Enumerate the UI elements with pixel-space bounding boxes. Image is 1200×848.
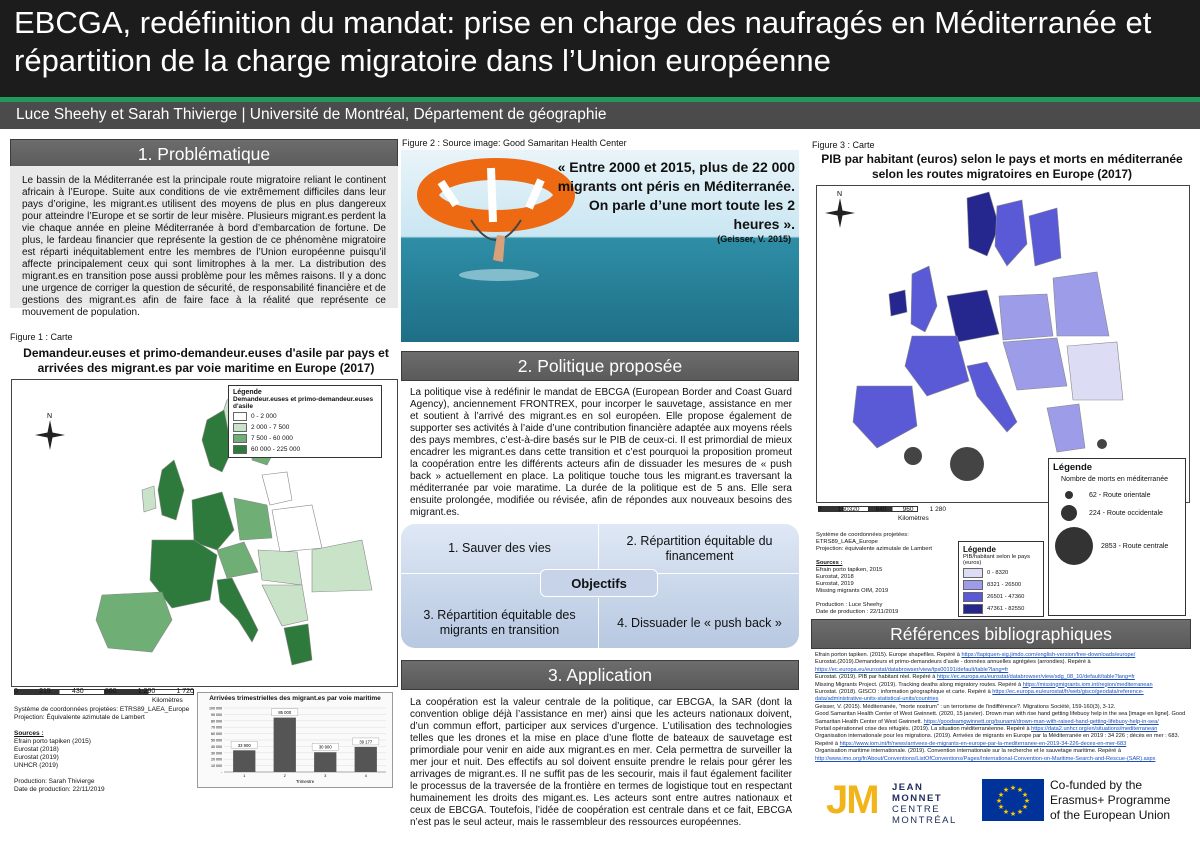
source-item: Eurostat (2019) — [14, 754, 59, 761]
reference-item — [815, 726, 1189, 733]
erasmus-text — [1050, 778, 1195, 823]
legend-row — [233, 445, 377, 454]
references-heading: Références bibliographiques — [811, 619, 1191, 649]
legend-label: 8321 - 26500 — [987, 582, 1022, 588]
svg-text:★: ★ — [1009, 784, 1017, 792]
lifebuoy-image — [401, 150, 799, 342]
scale-labels — [818, 506, 946, 513]
legend-swatch — [233, 423, 247, 432]
problematique-box — [10, 166, 398, 318]
scale-label: 215 — [39, 688, 51, 695]
svg-text:★: ★ — [997, 803, 1005, 811]
production-credit: Production: Sarah Thivierge — [14, 778, 95, 785]
deaths-legend — [1048, 458, 1186, 616]
jm-line: CENTRE — [892, 804, 941, 815]
scale-label: 860 — [104, 688, 117, 695]
jm-line: JEAN — [892, 782, 924, 793]
projection-system: Système de coordonnées projetées: ETRS89_LAEA_Europe — [816, 532, 909, 546]
scale-unit: Kilomètres — [152, 697, 183, 704]
svg-text:★: ★ — [1021, 803, 1029, 811]
y-tick-label: 50 000 — [211, 738, 222, 743]
source-item: Efrain porto tapiken (2015) — [14, 738, 91, 745]
svg-text:★: ★ — [1016, 786, 1024, 794]
legend-row — [1053, 527, 1181, 565]
jm-text — [892, 782, 957, 826]
bar — [314, 752, 336, 772]
jm-line: MONNET — [892, 793, 943, 804]
bar — [233, 750, 255, 772]
legend-row — [963, 580, 1039, 590]
compass-rose-icon — [820, 188, 860, 238]
legend-row — [1053, 505, 1181, 521]
legend-label: 2 000 - 7 500 — [251, 424, 290, 431]
y-tick-label: 40 000 — [211, 744, 222, 749]
pib-legend — [958, 541, 1044, 617]
reference-link[interactable]: https://ec.europa.eu/eurostat/databrowser/view/sdg_08_10/default/table?lang=fr — [936, 674, 1135, 681]
x-tick-label: 4 — [364, 773, 367, 778]
jean-monnet-logo — [826, 776, 976, 836]
scale-label: 0 — [14, 688, 18, 695]
svg-text:N: N — [837, 191, 843, 198]
figure-1-title: Demandeur.euses et primo-demandeur.euses d'asile par pays et arrivées des migrant.es par voie maritime en Europe (2017) — [23, 346, 389, 375]
reference-link[interactable]: https://www.iom.int/fr/news/arrivees-de-migrants-en-europe-par-la-mediterranee-en-2019-34-226-deces-en-mer-683 — [839, 740, 1127, 747]
section-1-heading: 1. Problématique — [10, 139, 398, 169]
erasmus-line: of the European Union — [1050, 808, 1171, 822]
figure-3-map — [816, 185, 1190, 503]
production-date: Date de production: 22/11/2019 — [14, 786, 105, 793]
svg-text:★: ★ — [997, 791, 1005, 799]
legend-row — [233, 423, 377, 432]
data-label: 85 000 — [278, 710, 292, 716]
poster-title: EBCGA, redéfinition du mandat: prise en charge des naufragés en Méditerranée et répartition de la charge migratoire dans l’Union européenne — [14, 5, 1152, 78]
source-item: Missing migrants OIM, 2019 — [816, 588, 889, 595]
source-item: Eurostat, 2018 — [816, 574, 854, 581]
figure-3-title: PIB par habitant (euros) selon le pays et morts en méditerranée selon les routes migratoires en Europe (2017) — [821, 152, 1183, 181]
svg-text:★: ★ — [1021, 791, 1029, 799]
svg-text:N: N — [47, 413, 53, 420]
y-tick-label: 10 000 — [211, 764, 222, 769]
politique-text: La politique vise à redéfinir le mandat de EBCGA (European Border and Coast Guard Agency), anciennement FRONTREX, pour incorper le sauvetage, assistance en mer et soutient à l’arrivé des migrant.es en sol européen. Elle propose également de supporter ses activités à l’aide d’une contribution financière adaptée aux moyens réels des pays membres, c’est-à-dire basés sur le PIB de ceux-ci. Il est primordial de mieux encadrer les migrant.es dans cette transition et c’est pourquoi la proposition promeut la coopération entre les différents acteurs afin de dissuader les mesures de « push back » actuellement en place. La politique touche tous les migrant.es traversant la méditerranée par voie maratime. La durée de la politique est de 5 ans. Elle sera ensuite prolongée, modifiée ou révisée, afin de répondes aux nouveaux besoins des migrant.es. — [410, 387, 792, 518]
legend-subtitle: Demandeur.euses et primo-demandeur.euses d'asile — [233, 396, 374, 410]
figure-3-caption: Figure 3 : Carte — [812, 140, 875, 150]
objective-1: 1. Sauver des vies — [401, 524, 599, 574]
reference-item — [815, 704, 1189, 711]
svg-text:★: ★ — [995, 797, 1003, 805]
legend-label: 2853 - Route centrale — [1101, 542, 1169, 550]
legend-label: 60 000 - 225 000 — [251, 446, 301, 453]
sources-label: Sources : — [816, 559, 843, 566]
objective-2: 2. Répartition équitable du financement — [600, 524, 799, 574]
sources-label: Sources : — [14, 730, 44, 737]
legend-row — [963, 568, 1039, 578]
reference-text: Eurostat. (2019). PIB par habitant réel. Repéré à — [815, 674, 937, 681]
x-tick-label: 2 — [283, 773, 286, 778]
legend-swatch — [963, 592, 983, 602]
data-label: 39 177 — [359, 739, 373, 745]
reference-text: Organisation internationale pour les migrations. (2019). Arrivées de migrants en Europe par la Méditerranée en 2019 : 34 226 ; décès en mer : 683. Repéré à — [815, 733, 1180, 747]
reference-text: Eurostat. (2018). GISCO : information géographique et carte. Repéré à — [815, 689, 993, 696]
scale-label: 1 290 — [137, 688, 156, 695]
legend-title: Légende — [963, 545, 996, 554]
reference-link[interactable]: https://ec.europa.eu/eurostat/fr/web/gisco/geodata/reference-data/administrative-units-statistical-units/countries — [815, 689, 1144, 703]
x-tick-label: 1 — [243, 773, 246, 778]
erasmus-line: Erasmus+ Programme — [1050, 793, 1171, 807]
figure-1-caption: Figure 1 : Carte — [10, 332, 73, 342]
objective-3: 3. Répartition équitable des migrants en transition — [401, 598, 599, 648]
reference-item — [815, 682, 1189, 689]
figure-3-metadata — [816, 532, 956, 616]
figure-1-legend — [228, 385, 382, 458]
compass-rose-icon — [30, 410, 70, 460]
reference-link[interactable]: https://ec.europa.eu/eurostat/databrowser/view/tps00191/default/table?lang=fr — [815, 666, 1009, 673]
reference-item — [815, 652, 1189, 659]
reference-item — [815, 733, 1189, 748]
reference-text: Portail opérationnel crise des réfugiés. (2019). La situation méditerranéenne. Repéré à — [815, 726, 1032, 733]
circle-symbol-large — [1055, 527, 1093, 565]
source-item: UNHCR (2019) — [14, 762, 59, 769]
reference-text: Eurostat.(2019).Demandeurs et primo-demandeurs d'asile - données annuelles agrégées (arrondies). Repéré à — [815, 659, 1091, 666]
production-date: Date de production : 22/11/2019 — [816, 608, 899, 615]
problematique-text: Le bassin de la Méditerranée est la principale route migratoire reliant le continent africain à l’Europe. Suite aux conditions de vie extrêmement difficiles dans leur pays d’origine, les migrant.es utilisent des moyens de plus en plus dangereux pour atteindre l’Europe et se sortir de leur misère. Plusieurs migrant.es perdent la vie chaque année en pleine Méditerranée à bord d’embarcation de fortune. De plus, le fardeau financier que représente la gestion de ce phénomène migratoire est réparti inéquitablement entre les membres de l’Union européenne puisqu’il affecte principalement ceux qui sont limitrophes à la mer. La distribution des migrant.es en transition pose aussi problème pour les mêmes raisons. Il y a donc une urgence de corriger la question de sécurité, de responsabilité financière et de gestions des migrant.es afin de faire face à la réalité que représente ce mouvement de population. — [22, 175, 386, 318]
source-item: Eurostat, 2019 — [816, 581, 854, 588]
scale-label: 160320 — [837, 506, 860, 513]
projection-name: Projection: équivalente azimutale de Lambert — [816, 546, 933, 553]
legend-row — [233, 412, 377, 421]
legend-swatch — [963, 580, 983, 590]
legend-label: 47361 - 82550 — [987, 606, 1025, 612]
reference-text: Missing Migrants Project. (2019). Tracking deaths along migratory routes. Repéré à — [815, 681, 1023, 688]
x-tick-label: 3 — [324, 773, 327, 778]
author-line: Luce Sheehy et Sarah Thivierge | Université de Montréal, Département de géographie — [16, 106, 607, 123]
legend-label: 7 500 - 60 000 — [251, 435, 293, 442]
erasmus-line: Co-funded by the — [1050, 778, 1143, 792]
legend-swatch — [233, 412, 247, 421]
scale-label: 0 — [818, 506, 822, 513]
application-text: La coopération est la valeur centrale de la politique, car EBCGA, la SAR (dont la convention oblige déjà l’assistance en mer) ainsi que les acteurs nationaux doivent, d’un commun effort, participer aux services d’urgence. L’utilisation des technologies telles que les drones et la mise en place d’une flotte de bateaux de sauvetage est primordiale pour venir en aide aux migrant.es en mer. Cela permettra de surveiller la mer jour et nuit. Des effectifs au sol doivent ensuite prendre le relais pour gérer les arrivages de migrant.es. Il ne suffit pas de les secourir, mais il faut également faciliter le processus de la traversée de la frontière en termes de logistique tout en respectant humainement les droits des migant.es. Les acteurs sont entre autres nationaux et ceux de EBCGA. Toutefois, l’idée de coopération est centrale dans et ce fait, EBCGA n’est pas le seul acteur, mais le rassembleur des ressources européennes. — [410, 697, 792, 828]
projection-system: Système de coordonnées projetées: ETRS89_LAEA_Europe — [14, 706, 190, 713]
legend-row — [233, 434, 377, 443]
y-tick-label: 80 000 — [211, 719, 222, 724]
quarterly-chart-frame — [197, 692, 393, 788]
y-tick-label: 100 000 — [209, 706, 222, 711]
reference-link[interactable]: https://tapiquen-sig.jimdo.com/english-version/free-downloads/europe/ — [961, 652, 1136, 658]
reference-item — [815, 689, 1189, 704]
objective-4: 4. Dissuader le « push back » — [617, 615, 782, 630]
reference-link[interactable]: https://goodsamgwinnett.org/tsunami/drown-man-with-raised-hand-getting-lifebuoy-help-in-sea/ — [923, 718, 1159, 725]
legend-row — [963, 592, 1039, 602]
reference-item — [815, 711, 1189, 726]
chart-title: Arrivées trimestrielles des migrant.es par voie maritime — [209, 695, 381, 702]
reference-text: Geisser, V. (2015). Méditerranée, "morte nostrum" : un terrorisme de l'indifférence?. Migrations Société, 159-160(3), 3-12. — [815, 703, 1116, 710]
reference-text: Efrain porton tapiken. (2015). Europe shapefiles. Repéré à — [815, 652, 962, 658]
jm-monogram: JM — [826, 778, 878, 822]
references-list — [815, 652, 1189, 763]
reference-text: Organisation maritime internationale. (2019). Convention internationale sur la recherche et le sauvetage maritime. Repéré à — [815, 748, 1121, 755]
reference-link[interactable]: https://missingmigrants.iom.int/region/mediterranean — [1022, 681, 1153, 688]
legend-swatch — [963, 568, 983, 578]
reference-text: Good Samaritan Health Center of West Gwinnett. (2020, 15 janvier). Drown man with rise hand getting lifebuoy help in the sea [image en ligne]. Good Samaritan Health Center of West Gwinnett. — [815, 711, 1186, 725]
pib-legend-subtitle: PIB/habitant selon le pays (euros) — [963, 554, 1031, 566]
legend-label: 26501 - 47360 — [987, 594, 1025, 600]
legend-row — [963, 604, 1039, 614]
figure-1-metadata — [14, 706, 194, 794]
figure-2-caption: Figure 2 : Source image: Good Samaritan Health Center — [402, 138, 627, 148]
scale-label: 1 720 — [176, 688, 194, 695]
legend-swatch — [233, 445, 247, 454]
legend-row — [1053, 491, 1181, 499]
legend-title: Légende — [233, 389, 262, 396]
quarterly-chart-svg — [198, 702, 394, 786]
y-tick-label: 90 000 — [211, 712, 222, 717]
legend-label: 0 - 8320 — [987, 570, 1009, 576]
eu-stars — [982, 779, 1044, 821]
y-tick-label: 70 000 — [211, 725, 222, 730]
reference-item — [815, 674, 1189, 681]
section-2-heading: 2. Politique proposée — [401, 351, 799, 381]
production-credit: Production : Luce Sheehy — [816, 601, 883, 608]
reference-item — [815, 748, 1189, 763]
legend-title: Légende — [1053, 462, 1093, 473]
x-axis-label: Trimestre — [295, 779, 315, 784]
y-tick-label: - — [220, 770, 222, 775]
scale-label: 640 — [875, 506, 887, 513]
legend-swatch — [233, 434, 247, 443]
reference-link[interactable]: https://data2.unhcr.org/en/situations/mediterranean — [1031, 726, 1158, 733]
svg-text:★: ★ — [1009, 810, 1017, 818]
svg-text:★: ★ — [1023, 797, 1031, 805]
section-3-heading: 3. Application — [401, 660, 799, 690]
figure-2-quote: « Entre 2000 et 2015, plus de 22 000 migrants ont péris en Méditerranée. On parle d’une mort toute les 2 heures ». — [557, 159, 795, 232]
eu-flag-icon — [982, 779, 1044, 821]
reference-item — [815, 659, 1189, 674]
y-tick-label: 20 000 — [211, 757, 222, 762]
legend-label: 0 - 2 000 — [251, 413, 277, 420]
svg-text:★: ★ — [1002, 808, 1010, 816]
scale-label: 430 — [71, 688, 84, 695]
legend-swatch — [963, 604, 983, 614]
jm-line: MONTRÉAL — [892, 815, 957, 826]
source-item: Efrain porto tapiken, 2015 — [816, 566, 883, 573]
svg-text:★: ★ — [1002, 786, 1010, 794]
y-tick-label: 30 000 — [211, 751, 222, 756]
scale-label: 960 — [902, 506, 914, 513]
bar — [274, 718, 296, 772]
data-label: 30 900 — [318, 744, 332, 750]
scale-label: 1 280 — [929, 506, 946, 513]
source-item: Eurostat (2018) — [14, 746, 59, 753]
circle-symbol-small — [1065, 491, 1073, 499]
pib-map-svg — [817, 186, 1190, 503]
objectives-center: Objectifs — [540, 569, 658, 597]
scale-unit: Kilomètres — [898, 515, 929, 522]
bar — [355, 747, 377, 772]
svg-text:★: ★ — [1016, 808, 1024, 816]
circle-symbol-medium — [1061, 505, 1077, 521]
legend-label: 224 - Route occidentale — [1089, 509, 1163, 517]
scale-labels — [14, 688, 194, 695]
reference-link[interactable]: http://www.imo.org/fr/About/Conventions/ListOfConventions/Pages/International-Convention-on-Maritime-Search-and-Rescue-(SAR).aspx — [815, 755, 1156, 762]
legend-label: 62 - Route orientale — [1089, 491, 1151, 499]
figure-2-citation: (Geisser, V. 2015) — [717, 234, 791, 244]
data-label: 33 900 — [237, 742, 251, 748]
projection-name: Projection: Équivalente azimutale de Lambert — [14, 714, 145, 721]
y-tick-label: 60 000 — [211, 732, 222, 737]
deaths-legend-subtitle: Nombre de morts en méditerranée — [1061, 476, 1168, 483]
